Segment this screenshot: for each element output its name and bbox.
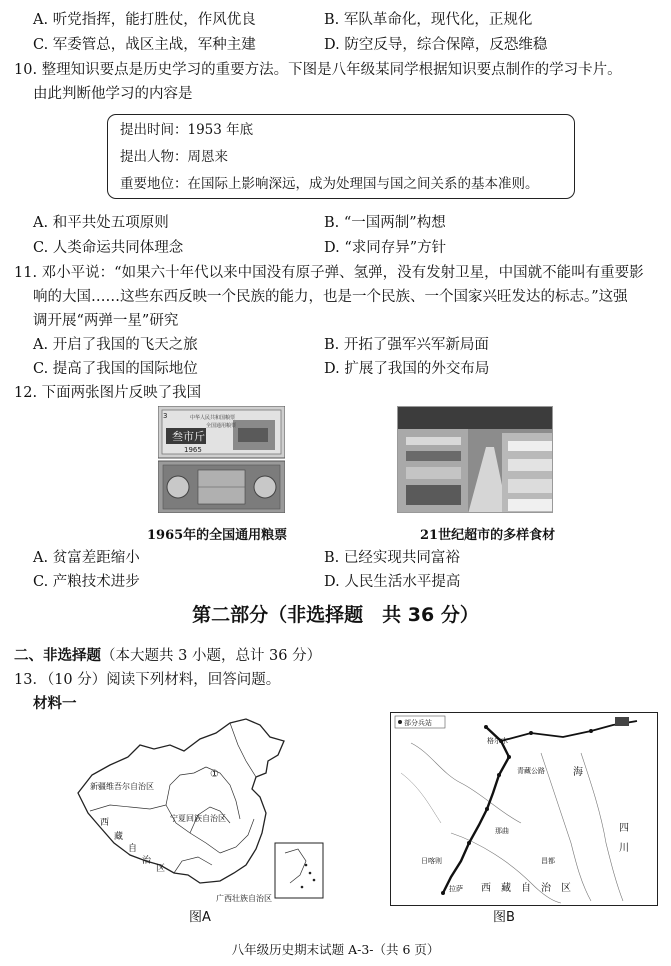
q13-stem: 13．（10 分）阅读下列材料，回答问题。 [14,672,281,688]
caption-grain-ticket: 1965年的全国通用粮票 [147,528,288,543]
q12-stem: 12. 下面两张图片反映了我国 [14,385,202,401]
place-lhasa: 拉萨 [449,885,463,893]
section-two-note: （本大题共 3 小题，总计 36 分） [101,648,322,664]
label-circle-one: ① [210,769,219,780]
q11-stem-line2: 响的大国……这些东西反映一个民族的能力，也是一个民族、一个国家兴旺发达的标志。”这强 [33,289,628,305]
label-qu: 区 [156,864,166,874]
label-si: 四 [619,823,629,834]
label-guangxi: 广西壮族自治区 [216,894,272,903]
card-person: 提出人物：周恩来 [120,149,228,165]
label-chuan: 川 [619,843,629,854]
map-a-china-outline [70,715,335,905]
label-ningxia: 宁夏回族自治区 [170,814,226,823]
label-hai: 海 [573,767,583,778]
q9-option-c: C. 军委管总，战区主战，军种主建 [33,37,256,53]
q9-option-a: A. 听党指挥，能打胜仗，作风优良 [33,12,256,28]
place-shigatse: 日喀则 [421,857,442,865]
card-time: 提出时间：1953 年底 [120,122,254,138]
section-two-label: 二、非选择题 [14,648,101,664]
q10-stem-line1: 10. 整理知识要点是历史学习的重要方法。下图是八年级某同学根据知识要点制作的学习卡片。 [14,62,622,78]
study-card [107,114,575,199]
place-golmud: 格尔木 [487,737,508,745]
q11-option-b: B. 开拓了强军兴军新局面 [324,337,489,353]
place-road: 青藏公路 [517,767,545,775]
place-nagqu: 那曲 [495,827,509,835]
place-chamdo: 昌都 [541,857,555,865]
q11-option-d: D. 扩展了我国的外交布局 [324,361,490,377]
q11-option-a: A. 开启了我国的飞天之旅 [33,337,198,353]
ticket-sub-text: 全国通用粮票 [206,423,237,429]
map-a [70,715,335,905]
label-zang: 藏 [114,832,124,842]
figure-b-label: 图B [493,910,515,925]
q10-stem-line2: 由此判断他学习的内容是 [33,86,193,102]
map-b [390,712,658,906]
q12-option-a: A. 贫富差距缩小 [33,550,140,566]
q12-option-b: B. 已经实现共同富裕 [324,550,460,566]
ticket-top-text: 中华人民共和国粮票 [190,415,236,421]
section-two-heading [14,648,321,665]
q12-option-d: D. 人民生活水平提高 [324,574,461,590]
q11-option-c: C. 提高了我国的国际地位 [33,361,198,377]
q11-stem-line1: 11. 邓小平说：“如果六十年代以来中国没有原子弹、氢弹，没有发射卫星，中国就不能叫有重要影 [14,265,644,281]
figure-a-label: 图A [189,910,211,925]
label-b-xi: 西 [481,883,491,894]
ticket-year: 1965 [184,446,202,454]
label-b-zang: 藏 [501,883,511,894]
map-b-route-map [391,713,657,905]
caption-supermarket: 21世纪超市的多样食材 [420,528,556,543]
q10-option-c: C. 人类命运共同体理念 [33,240,184,256]
label-b-qu: 区 [561,883,571,894]
legend-text: 部分兵站 [404,719,432,727]
grain-ticket-image [158,406,285,513]
page-footer: 八年级历史期末试题 A-3-（共 6 页） [231,942,440,957]
q11-stem-line3: 调开展“两弹一星”研究 [33,313,179,329]
supermarket-photo [397,406,553,513]
ticket-digit: 3 [163,412,168,420]
q12-option-c: C. 产粮技术进步 [33,574,140,590]
part-two-title: 第二部分（非选择题 共 36 分） [192,604,479,626]
label-b-zi: 自 [521,883,531,894]
label-zi: 自 [128,844,138,854]
label-xinjiang: 新疆维吾尔自治区 [90,782,154,791]
label-b-zhi: 治 [541,883,551,894]
q9-option-d: D. 防空反导，综合保障，反恐维稳 [324,37,548,53]
q10-option-a: A. 和平共处五项原则 [33,215,169,231]
label-xi: 西 [100,818,110,828]
supermarket-image [398,407,553,513]
material-one-label: 材料一 [33,696,77,712]
ticket-big-text: 叁市斤 [172,430,205,443]
q10-option-b: B. “一国两制”构想 [324,215,446,231]
label-zhi: 治 [142,856,152,866]
q10-option-d: D. “求同存异”方针 [324,240,447,256]
card-status: 重要地位：在国际上影响深远，成为处理国与国之间关系的基本准则。 [120,176,539,192]
grain-ticket-photo [158,406,285,513]
q9-option-b: B. 军队革命化，现代化，正规化 [324,12,533,28]
